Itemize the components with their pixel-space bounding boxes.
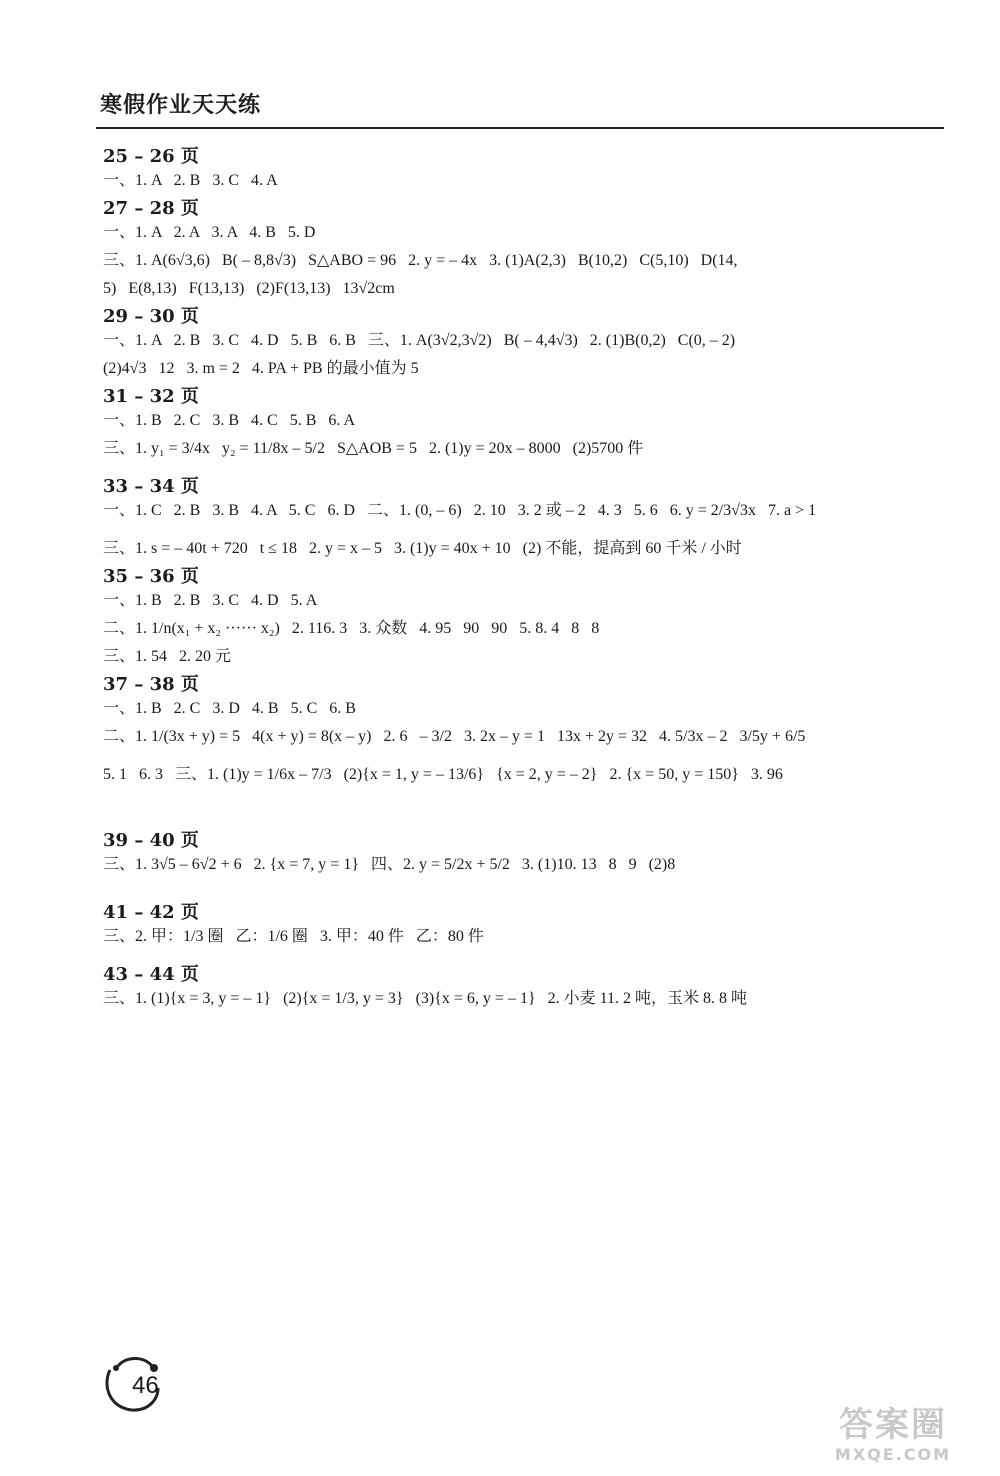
section-heading: 29 – 30 页 (103, 306, 199, 327)
answer-line: 一、1. B 2. C 3. B 4. C 5. B 6. A (103, 412, 356, 429)
section-heading: 33 – 34 页 (103, 476, 199, 497)
section-heading: 31 – 32 页 (103, 386, 199, 407)
answer-line: 三、1. A(6√3,6) B( – 8,8√3) S△ABO = 96 2. y = – 4x 3. (1)A(2,3) B(10,2) C(5,10) D(14, (103, 252, 738, 269)
answer-line: 三、1. s = – 40t + 720 t ≤ 18 2. y = x – 5 3. (1)y = 40x + 10 (2) 不能，提高到 60 千米 / 小时 (103, 540, 742, 557)
section-heading: 43 – 44 页 (103, 964, 199, 985)
answer-line: 一、1. A 2. B 3. C 4. A (103, 172, 278, 189)
page-header-title: 寒假作业天天练 (100, 93, 262, 118)
answer-line: (2)4√3 12 3. m = 2 4. PA + PB 的最小值为 5 (103, 360, 419, 377)
section-heading: 27 – 28 页 (103, 198, 199, 219)
section-heading: 39 – 40 页 (103, 830, 199, 851)
answer-line: 一、1. B 2. B 3. C 4. D 5. A (103, 592, 318, 609)
answer-line: 三、1. y₁ = 3/4x y₂ = 11/8x – 5/2 S△AOB = 5 2. (1)y = 20x – 8000 (2)5700 件 (103, 440, 644, 457)
section-heading: 35 – 36 页 (103, 566, 199, 587)
answer-line: 二、1. 1/(3x + y) = 5 4(x + y) = 8(x – y) 2. 6 – 3/2 3. 2x – y = 1 13x + 2y = 32 4. 5/3x – 2 3/5y + 6/5 (103, 728, 806, 745)
answer-line: 三、1. 3√5 – 6√2 + 6 2. {x = 7, y = 1} 四、2. y = 5/2x + 5/2 3. (1)10. 13 8 9 (2)8 (103, 856, 676, 873)
answer-line: 一、1. A 2. B 3. C 4. D 5. B 6. B 三、1. A(3√2,3√2) B( – 4,4√3) 2. (1)B(0,2) C(0, – 2) (103, 332, 736, 349)
answer-line: 5. 1 6. 3 三、1. (1)y = 1/6x – 7/3 (2){x = 1, y = – 13/6} {x = 2, y = – 2} 2. {x = 50, y = 150} 3. 96 (103, 766, 783, 783)
answer-line: 一、1. B 2. C 3. D 4. B 5. C 6. B (103, 700, 356, 717)
section-heading: 41 – 42 页 (103, 902, 199, 923)
answer-line: 一、1. C 2. B 3. B 4. A 5. C 6. D 二、1. (0, – 6) 2. 10 3. 2 或 – 2 4. 3 5. 6 6. y = 2/3√3x 7. a > 1 (103, 502, 817, 519)
header-divider (96, 127, 944, 129)
watermark-main: 答案圈 (839, 1405, 947, 1445)
section-heading: 37 – 38 页 (103, 674, 199, 695)
answer-line: 三、2. 甲：1/3 圈 乙：1/6 圈 3. 甲：40 件 乙：80 件 (103, 928, 484, 945)
section-heading: 25 – 26 页 (103, 146, 199, 167)
watermark (818, 1405, 968, 1469)
page-number: 46 (132, 1372, 159, 1399)
answer-line: 二、1. 1/n(x₁ + x₂ ······ x₂) 2. 116. 3 3. 众数 4. 95 90 90 5. 8. 4 8 8 (103, 620, 600, 637)
answer-line: 一、1. A 2. A 3. A 4. B 5. D (103, 224, 316, 241)
answer-line: 三、1. 54 2. 20 元 (103, 648, 232, 665)
answer-line: 5) E(8,13) F(13,13) (2)F(13,13) 13√2cm (103, 280, 395, 297)
answer-line: 三、1. (1){x = 3, y = – 1} (2){x = 1/3, y = 3} (3){x = 6, y = – 1} 2. 小麦 11. 2 吨，玉米 8. 8 吨 (103, 990, 748, 1007)
watermark-sub: MXQE.COM (834, 1445, 952, 1464)
